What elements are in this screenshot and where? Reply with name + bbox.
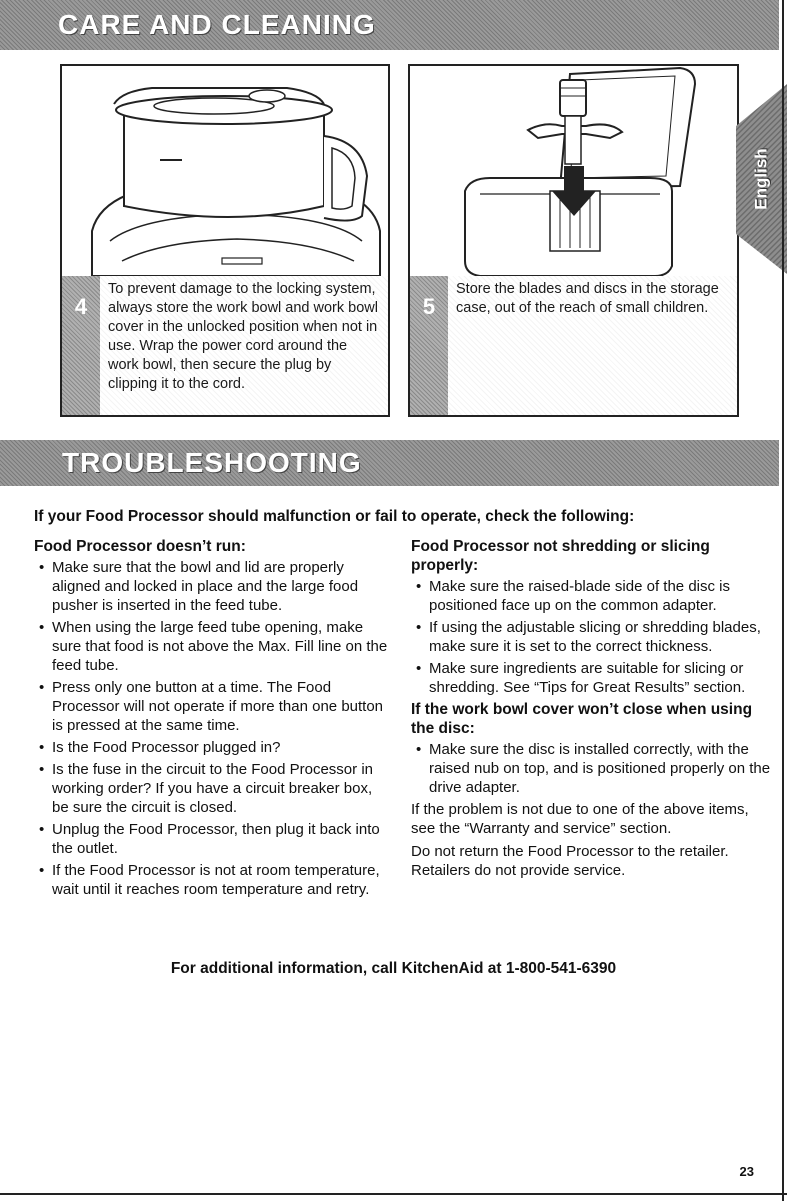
list-item: • If using the adjustable slicing or shredding blades, make sure it is set to the correct thickness.: [411, 618, 771, 656]
step-5-panel: [408, 64, 739, 417]
right-border-line: [782, 0, 784, 1201]
page-number: 23: [739, 1164, 754, 1179]
retailer-note: Do not return the Food Processor to the retailer. Retailers do not provide service.: [411, 843, 729, 879]
step-4-tab: [62, 276, 100, 415]
list-item: • Unplug the Food Processor, then plug it back into the outlet.: [34, 820, 389, 858]
step-4-caption: [62, 276, 388, 415]
list-item: • Make sure the raised-blade side of the disc is positioned face up on the common adapter.: [411, 577, 771, 615]
contact-info: For additional information, call KitchenAid at 1-800-541-6390: [170, 960, 617, 977]
list-item: • Press only one button at a time. The Food Processor will not operate if more than one button is pressed at the same time.: [34, 678, 389, 735]
section-heading-not-shredding: Food Processor not shredding or slicing properly:: [411, 538, 710, 574]
step-5-number: 5: [422, 294, 436, 319]
list-item: • Make sure the disc is installed correctly, with the raised nub on top, and is positioned properly on the drive adapter.: [411, 740, 771, 797]
left-column: [34, 537, 389, 902]
right-column: [411, 537, 771, 884]
section-heading-doesnt-run: Food Processor doesn’t run:: [34, 538, 246, 555]
work-bowl-illustration: [62, 66, 388, 276]
list-item: • When using the large feed tube opening, make sure that food is not above the Max. Fill line on the feed tube.: [34, 618, 389, 675]
step-5-tab: [410, 276, 448, 415]
bottom-border-line: [0, 1193, 787, 1195]
step-4-text: To prevent damage to the locking system, always store the work bowl and work bowl cover in the unlocked position when not in use. Wrap the power cord around the work bowl, then secure the plug by clipping it to the cord.: [108, 281, 378, 392]
troubleshooting-title: TROUBLESHOOTING: [62, 447, 362, 478]
troubleshooting-intro: If your Food Processor should malfunction or fail to operate, check the following:: [34, 508, 635, 525]
step-5-text: Store the blades and discs in the storage case, out of the reach of small children.: [456, 281, 719, 316]
warranty-note: If the problem is not due to one of the above items, see the “Warranty and service” section.: [411, 801, 749, 837]
step-4-panel: [60, 64, 390, 417]
language-tab-label: English: [751, 148, 771, 210]
step-5-caption: [410, 276, 737, 415]
troubleshooting-header: [0, 440, 779, 486]
list-item: • Make sure ingredients are suitable for slicing or shredding. See “Tips for Great Results” section.: [411, 659, 771, 697]
section-heading-cover-wont-close: If the work bowl cover won’t close when using the disc:: [411, 701, 753, 737]
doesnt-run-list: [34, 558, 389, 899]
list-item: • Make sure that the bowl and lid are properly aligned and locked in place and the large food pusher is inserted in the feed tube.: [34, 558, 389, 615]
storage-case-illustration: [410, 66, 737, 276]
step-4-number: 4: [74, 294, 88, 319]
list-item: • Is the fuse in the circuit to the Food Processor in working order? If you have a circuit breaker box, be sure the circuit is closed.: [34, 760, 389, 817]
care-cleaning-title: CARE AND CLEANING: [58, 9, 376, 40]
list-item: • Is the Food Processor plugged in?: [34, 738, 389, 757]
not-shredding-list: [411, 577, 771, 697]
language-tab: [736, 84, 787, 274]
cover-wont-close-list: [411, 740, 771, 797]
list-item: • If the Food Processor is not at room temperature, wait until it reaches room temperature and retry.: [34, 861, 389, 899]
care-cleaning-header: [0, 0, 779, 50]
